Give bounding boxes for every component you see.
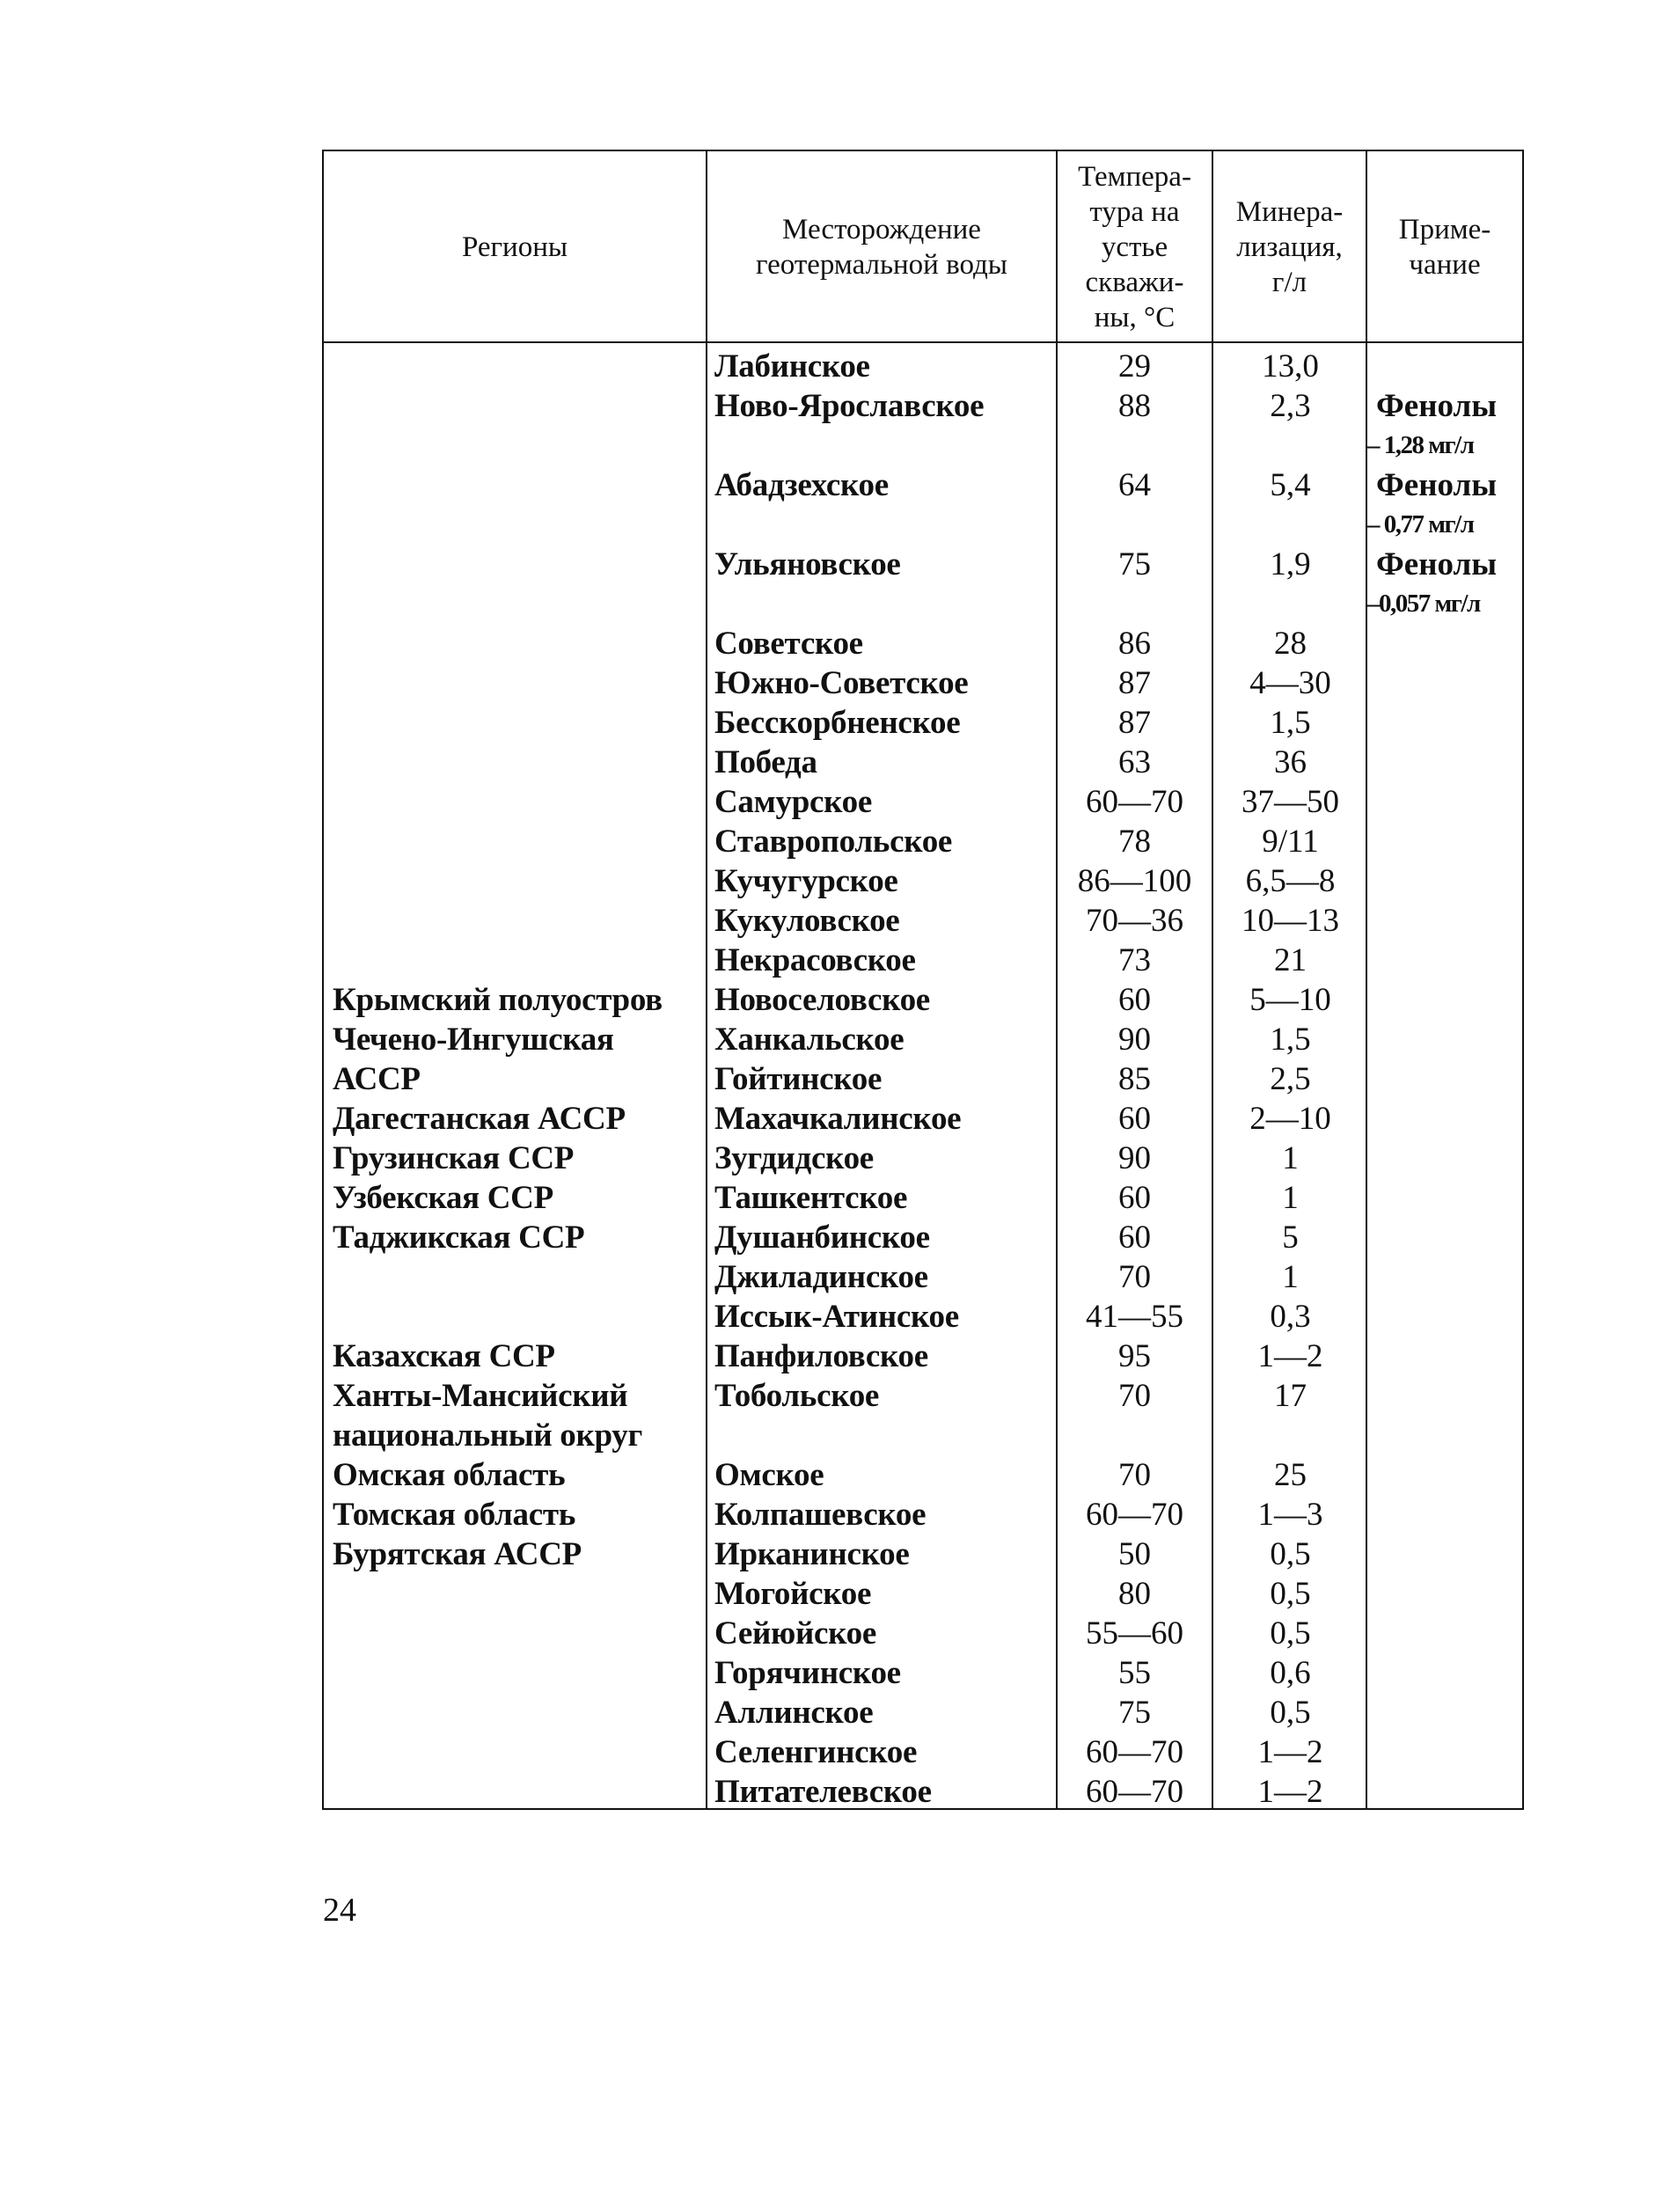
header-mineral-line: лизация, [1236, 231, 1343, 263]
cell-field: Ульяновское [714, 546, 901, 582]
table-row [324, 545, 1522, 584]
header-field [707, 155, 1056, 340]
table-row [324, 1376, 1522, 1416]
cell-mineral: 6,5—8 [1245, 863, 1336, 899]
cell-temp: 80 [1118, 1576, 1151, 1612]
cell-field: Некрасовское [714, 942, 916, 978]
cell-temp [1058, 584, 1212, 624]
table-row [324, 822, 1522, 861]
header-field-line: Месторождение [782, 214, 981, 245]
cell-mineral: 2,5 [1270, 1061, 1311, 1097]
table-row [324, 465, 1522, 505]
cell-region [333, 703, 702, 743]
cell-mineral [1213, 426, 1367, 465]
table-row [324, 743, 1522, 782]
header-mineral-line: г/л [1271, 267, 1307, 298]
cell-region [333, 1257, 702, 1297]
cell-field: Гойтинское [714, 1061, 883, 1097]
cell-temp: 60 [1118, 1220, 1151, 1256]
header-temp-line: Темпера- [1078, 161, 1191, 193]
cell-field: Иссык-Атинское [714, 1299, 959, 1335]
table-row [324, 1574, 1522, 1614]
table-row [324, 1416, 1522, 1455]
header-note [1367, 155, 1522, 340]
cell-mineral: 0,5 [1270, 1576, 1311, 1612]
table-row [324, 1059, 1522, 1099]
cell-mineral: 0,6 [1270, 1655, 1311, 1691]
cell-temp: 55—60 [1086, 1615, 1183, 1652]
cell-temp [1058, 505, 1212, 545]
cell-field: Кукуловское [714, 903, 900, 939]
table-row [324, 1495, 1522, 1534]
cell-region [333, 1614, 702, 1653]
cell-mineral: 1,5 [1270, 705, 1311, 741]
cell-region [333, 1732, 702, 1772]
cell-mineral: 0,5 [1270, 1536, 1311, 1572]
header-note-line: Приме- [1398, 214, 1491, 245]
cell-temp: 60—70 [1086, 1774, 1183, 1810]
table-row [324, 782, 1522, 822]
cell-mineral [1213, 1416, 1367, 1455]
cell-mineral: 13,0 [1262, 348, 1319, 385]
cell-region [333, 782, 702, 822]
cell-region [333, 545, 702, 584]
cell-region [333, 465, 702, 505]
cell-field: Лабинское [714, 348, 870, 385]
header-temp-line: устье [1101, 231, 1168, 263]
cell-field [714, 426, 1058, 465]
cell-field: Джиладинское [714, 1259, 928, 1295]
table-row [324, 1020, 1522, 1059]
cell-region [333, 386, 702, 426]
geothermal-table [322, 150, 1524, 1810]
cell-temp: 95 [1118, 1338, 1151, 1374]
cell-field: Новоселовское [714, 982, 930, 1018]
cell-temp: 86 [1118, 626, 1151, 662]
cell-temp: 55 [1118, 1655, 1151, 1691]
cell-field [714, 505, 1058, 545]
table-row [324, 663, 1522, 703]
table-row [324, 347, 1522, 386]
cell-mineral: 17 [1274, 1378, 1307, 1414]
header-note-line: чание [1409, 249, 1481, 281]
cell-mineral: 1 [1282, 1259, 1299, 1295]
cell-field: Кучугурское [714, 863, 898, 899]
cell-field: Самурское [714, 784, 872, 820]
table-row [324, 386, 1522, 426]
table-row [324, 1534, 1522, 1574]
cell-temp: 86—100 [1077, 863, 1192, 899]
note-cell [1367, 386, 1526, 465]
cell-temp: 60—70 [1086, 1497, 1183, 1533]
cell-mineral [1213, 505, 1367, 545]
cell-region [333, 1772, 702, 1812]
cell-mineral: 28 [1274, 626, 1307, 662]
cell-field: Зугдидское [714, 1140, 874, 1176]
cell-field: Сейюйское [714, 1615, 876, 1652]
table-row [324, 901, 1522, 941]
cell-region: Чечено-Ингушская [333, 1022, 614, 1058]
cell-temp: 60—70 [1086, 1734, 1183, 1770]
header-region [324, 155, 706, 340]
table-row [324, 1099, 1522, 1139]
cell-temp: 29 [1118, 348, 1151, 385]
cell-region [333, 1653, 702, 1693]
header-temp-line: тура на [1089, 196, 1180, 228]
cell-region: Узбекская ССР [333, 1180, 553, 1216]
cell-field: Абадзехское [714, 467, 889, 503]
cell-region [333, 743, 702, 782]
table-row [324, 1218, 1522, 1257]
table-row [324, 1455, 1522, 1495]
cell-region: Томская область [333, 1497, 575, 1533]
cell-mineral: 0,5 [1270, 1695, 1311, 1731]
cell-mineral: 2,3 [1270, 388, 1311, 424]
note-value: – 1,28 мг/л [1367, 431, 1474, 459]
cell-temp: 70 [1118, 1457, 1151, 1493]
cell-field: Ново-Ярославское [714, 388, 985, 424]
cell-mineral: 2—10 [1249, 1101, 1331, 1137]
cell-field: Омское [714, 1457, 824, 1493]
cell-region: Бурятская АССР [333, 1536, 582, 1572]
header-divider [324, 341, 1522, 343]
cell-field: Южно-Советское [714, 665, 969, 701]
cell-region: Таджикская ССР [333, 1220, 585, 1256]
cell-field: Панфиловское [714, 1338, 928, 1374]
cell-mineral: 4—30 [1249, 665, 1331, 701]
header-region-text: Регионы [461, 231, 568, 263]
cell-temp: 70—36 [1086, 903, 1183, 939]
cell-region [333, 1693, 702, 1732]
table-row [324, 1337, 1522, 1376]
table-row [324, 1732, 1522, 1772]
cell-region [333, 941, 702, 980]
cell-region [333, 822, 702, 861]
cell-mineral: 1—2 [1257, 1774, 1323, 1810]
cell-field: Победа [714, 744, 817, 780]
cell-region [333, 861, 702, 901]
table-row [324, 1653, 1522, 1693]
table-row [324, 1257, 1522, 1297]
cell-field: Советское [714, 626, 863, 662]
cell-field: Тобольское [714, 1378, 880, 1414]
cell-temp: 90 [1118, 1140, 1151, 1176]
cell-region [333, 1297, 702, 1337]
cell-region: Грузинская ССР [333, 1140, 575, 1176]
cell-temp: 41—55 [1086, 1299, 1183, 1335]
cell-field: Селенгинское [714, 1734, 918, 1770]
cell-region [333, 1574, 702, 1614]
cell-field: Колпашевское [714, 1497, 927, 1533]
table-row [324, 1139, 1522, 1178]
note-label: Фенолы [1376, 388, 1498, 424]
cell-region: национальный округ [333, 1417, 643, 1454]
cell-mineral: 1—2 [1257, 1338, 1323, 1374]
cell-temp: 88 [1118, 388, 1151, 424]
cell-temp: 50 [1118, 1536, 1151, 1572]
cell-field: Ставропольское [714, 824, 953, 860]
cell-field: Бесскорбненское [714, 705, 961, 741]
cell-temp [1058, 426, 1212, 465]
cell-mineral: 1,5 [1270, 1022, 1311, 1058]
cell-temp: 73 [1118, 942, 1151, 978]
cell-temp: 60—70 [1086, 784, 1183, 820]
cell-temp: 60 [1118, 1101, 1151, 1137]
note-label: Фенолы [1376, 467, 1498, 503]
cell-region [333, 584, 702, 624]
cell-temp: 70 [1118, 1378, 1151, 1414]
cell-temp: 64 [1118, 467, 1151, 503]
header-temp-line: ны, °С [1094, 302, 1176, 333]
table-row [324, 1614, 1522, 1653]
cell-mineral: 21 [1274, 942, 1307, 978]
note-cell [1367, 545, 1526, 624]
table-row [324, 703, 1522, 743]
cell-region [333, 505, 702, 545]
cell-field: Могойское [714, 1576, 872, 1612]
cell-mineral: 1—2 [1257, 1734, 1323, 1770]
table-row [324, 426, 1522, 465]
cell-temp: 78 [1118, 824, 1151, 860]
cell-temp: 63 [1118, 744, 1151, 780]
table-row [324, 624, 1522, 663]
cell-field: Душанбинское [714, 1220, 930, 1256]
cell-region [333, 901, 702, 941]
cell-field: Ханкальское [714, 1022, 905, 1058]
header-temp-line: скважи- [1085, 267, 1184, 298]
cell-mineral: 5—10 [1249, 982, 1331, 1018]
cell-mineral: 1—3 [1257, 1497, 1323, 1533]
table-row [324, 980, 1522, 1020]
header-mineral-line: Минера- [1235, 196, 1344, 228]
cell-temp [1058, 1416, 1212, 1455]
cell-field [714, 584, 1058, 624]
header-temperature [1058, 155, 1212, 340]
cell-mineral [1213, 584, 1367, 624]
table-row [324, 941, 1522, 980]
table-row [324, 1772, 1522, 1812]
cell-temp: 75 [1118, 1695, 1151, 1731]
note-label: Фенолы [1376, 546, 1498, 582]
cell-region: Казахская ССР [333, 1338, 555, 1374]
cell-mineral: 0,5 [1270, 1615, 1311, 1652]
note-value: – 0,77 мг/л [1367, 510, 1474, 538]
cell-field: Ташкентское [714, 1180, 908, 1216]
cell-temp: 60 [1118, 982, 1151, 1018]
cell-mineral: 5,4 [1270, 467, 1311, 503]
cell-region [333, 663, 702, 703]
table-row [324, 505, 1522, 545]
table-row [324, 861, 1522, 901]
note-value: –0,057 мг/л [1367, 590, 1480, 618]
cell-temp: 75 [1118, 546, 1151, 582]
cell-region: Ханты-Мансийский [333, 1378, 628, 1414]
table-row [324, 584, 1522, 624]
cell-temp: 90 [1118, 1022, 1151, 1058]
cell-mineral: 37—50 [1242, 784, 1339, 820]
cell-mineral: 9/11 [1262, 824, 1319, 860]
cell-region: Омская область [333, 1457, 566, 1493]
cell-mineral: 10—13 [1242, 903, 1339, 939]
note-cell [1367, 465, 1526, 545]
table-row [324, 1178, 1522, 1218]
cell-field [714, 1416, 1058, 1455]
cell-region: Дагестанская АССР [333, 1101, 626, 1137]
header-field-line: геотермальной воды [756, 249, 1007, 281]
cell-temp: 85 [1118, 1061, 1151, 1097]
header-mineralization [1213, 155, 1366, 340]
cell-temp: 70 [1118, 1259, 1151, 1295]
table-row [324, 1297, 1522, 1337]
cell-field: Питателевское [714, 1774, 932, 1810]
cell-region [333, 347, 702, 386]
cell-mineral: 5 [1282, 1220, 1299, 1256]
table-row [324, 1693, 1522, 1732]
cell-temp: 87 [1118, 705, 1151, 741]
cell-mineral: 1 [1282, 1180, 1299, 1216]
cell-region: АССР [333, 1061, 421, 1097]
cell-mineral: 36 [1274, 744, 1307, 780]
cell-region [333, 426, 702, 465]
cell-region [333, 624, 702, 663]
cell-field: Ирканинское [714, 1536, 910, 1572]
cell-temp: 87 [1118, 665, 1151, 701]
cell-temp: 60 [1118, 1180, 1151, 1216]
cell-mineral: 0,3 [1270, 1299, 1311, 1335]
cell-field: Махачкалинское [714, 1101, 962, 1137]
cell-mineral: 25 [1274, 1457, 1307, 1493]
cell-field: Горячинское [714, 1655, 901, 1691]
cell-mineral: 1,9 [1270, 546, 1311, 582]
cell-mineral: 1 [1282, 1140, 1299, 1176]
cell-region: Крымский полуостров [333, 982, 663, 1018]
page-number: 24 [323, 1892, 356, 1929]
cell-field: Аллинское [714, 1695, 874, 1731]
